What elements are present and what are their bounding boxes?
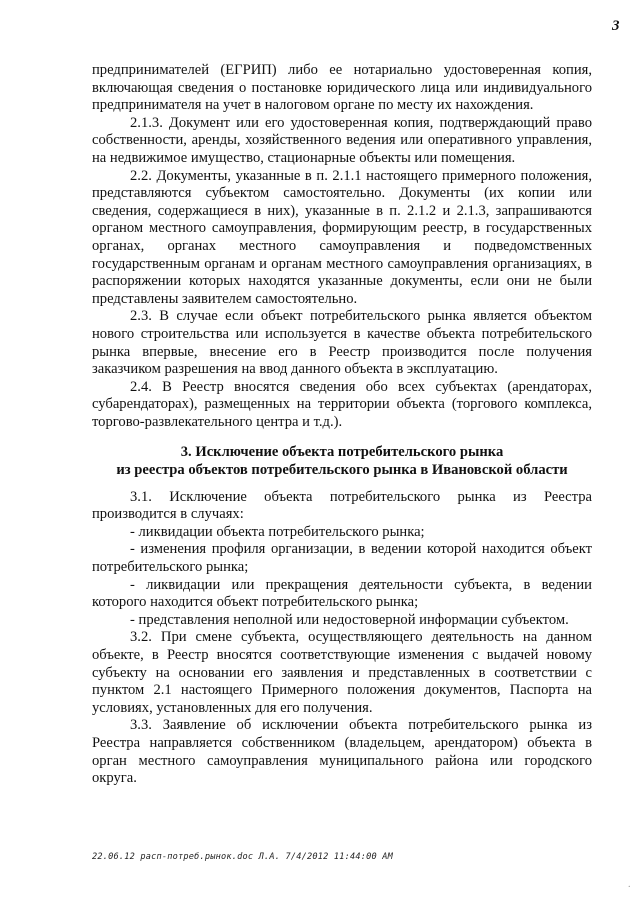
- list-item-liquidation-object: - ликвидации объекта потребительского рынка;: [130, 523, 425, 540]
- edge-mark: .: [628, 879, 631, 890]
- section-3-title-line-1: 3. Исключение объекта потребительского рынка: [180, 444, 504, 461]
- list-item-liquidation-subject: - ликвидации или прекращения деятельности субъекта, в ведении которого находится объект потребительского рынка;: [92, 576, 592, 611]
- paragraph-3-2: 3.2. При смене субъекта, осуществляющего деятельность на данном объекте, в Реестр вносятся соответствующие изменения с выдачей новому субъекту на основании его заявления и представленных в соответствии с пунктом 2.1 настоящего Примерного положения документов, Паспорта на условиях, установленных для его получения.: [92, 629, 592, 716]
- page-number: 3: [612, 18, 620, 34]
- paragraph-3-1: 3.1. Исключение объекта потребительского рынка из Реестра производится в случаях:: [92, 488, 592, 523]
- paragraph-2-3: 2.3. В случае если объект потребительского рынка является объектом нового строительства или используется в качестве объекта потребительского рынка впервые, внесение его в Реестр производится после получения заказчиком разрешения на ввод данного объекта в эксплуатацию.: [92, 308, 592, 378]
- paragraph-2-1-3: 2.1.3. Документ или его удостоверенная копия, подтверждающий право собственности, аренды, хозяйственного ведения или оперативного управления, на недвижимое имущество, стационарные объекты или помещения.: [92, 114, 592, 166]
- paragraph-egrip-continuation: предпринимателей (ЕГРИП) либо ее нотариально удостоверенная копия, включающая сведения о постановке юридического лица или индивидуального предпринимателя на учет в налоговом органе по месту их нахождения.: [92, 62, 592, 114]
- paragraph-3-3: 3.3. Заявление об исключении объекта потребительского рынка из Реестра направляется собственником (владельцем, арендатором) объекта в орган местного самоуправления муниципального района или городского округа.: [92, 717, 592, 787]
- paragraph-2-4: 2.4. В Реестр вносятся сведения обо всех субъектах (арендаторах, субарендаторах), размещенных на территории объекта (торгового комплекса, торгово-развлекательного центра и т.д.).: [92, 378, 592, 430]
- document-body: [92, 62, 592, 788]
- list-item-incomplete-info: - представления неполной или недостоверной информации субъектом.: [130, 611, 569, 628]
- list-item-profile-change: - изменения профиля организации, в ведении которой находится объект потребительского рынка;: [92, 541, 592, 576]
- section-3-title-line-2: из реестра объектов потребительского рынка в Ивановской области: [116, 462, 568, 479]
- footer-file-info: 22.06.12 расп-потреб.рынок.doc Л.А. 7/4/2012 11:44:00 AM: [92, 852, 393, 862]
- section-3-heading: [92, 444, 592, 479]
- paragraph-2-2: 2.2. Документы, указанные в п. 2.1.1 настоящего примерного положения, представляются субъектом самостоятельно. Документы (их копии или сведения, содержащиеся в них), указанные в п. 2.1.2 и 2.1.3, запрашиваются органом местного самоуправления, формирующим реестр, в государственных органах, органах местного самоуправления и подведомственных государственным органам и органам местного самоуправления организациях, в распоряжении которых находятся указанные документы, если они не были представлены заявителем самостоятельно.: [92, 167, 592, 307]
